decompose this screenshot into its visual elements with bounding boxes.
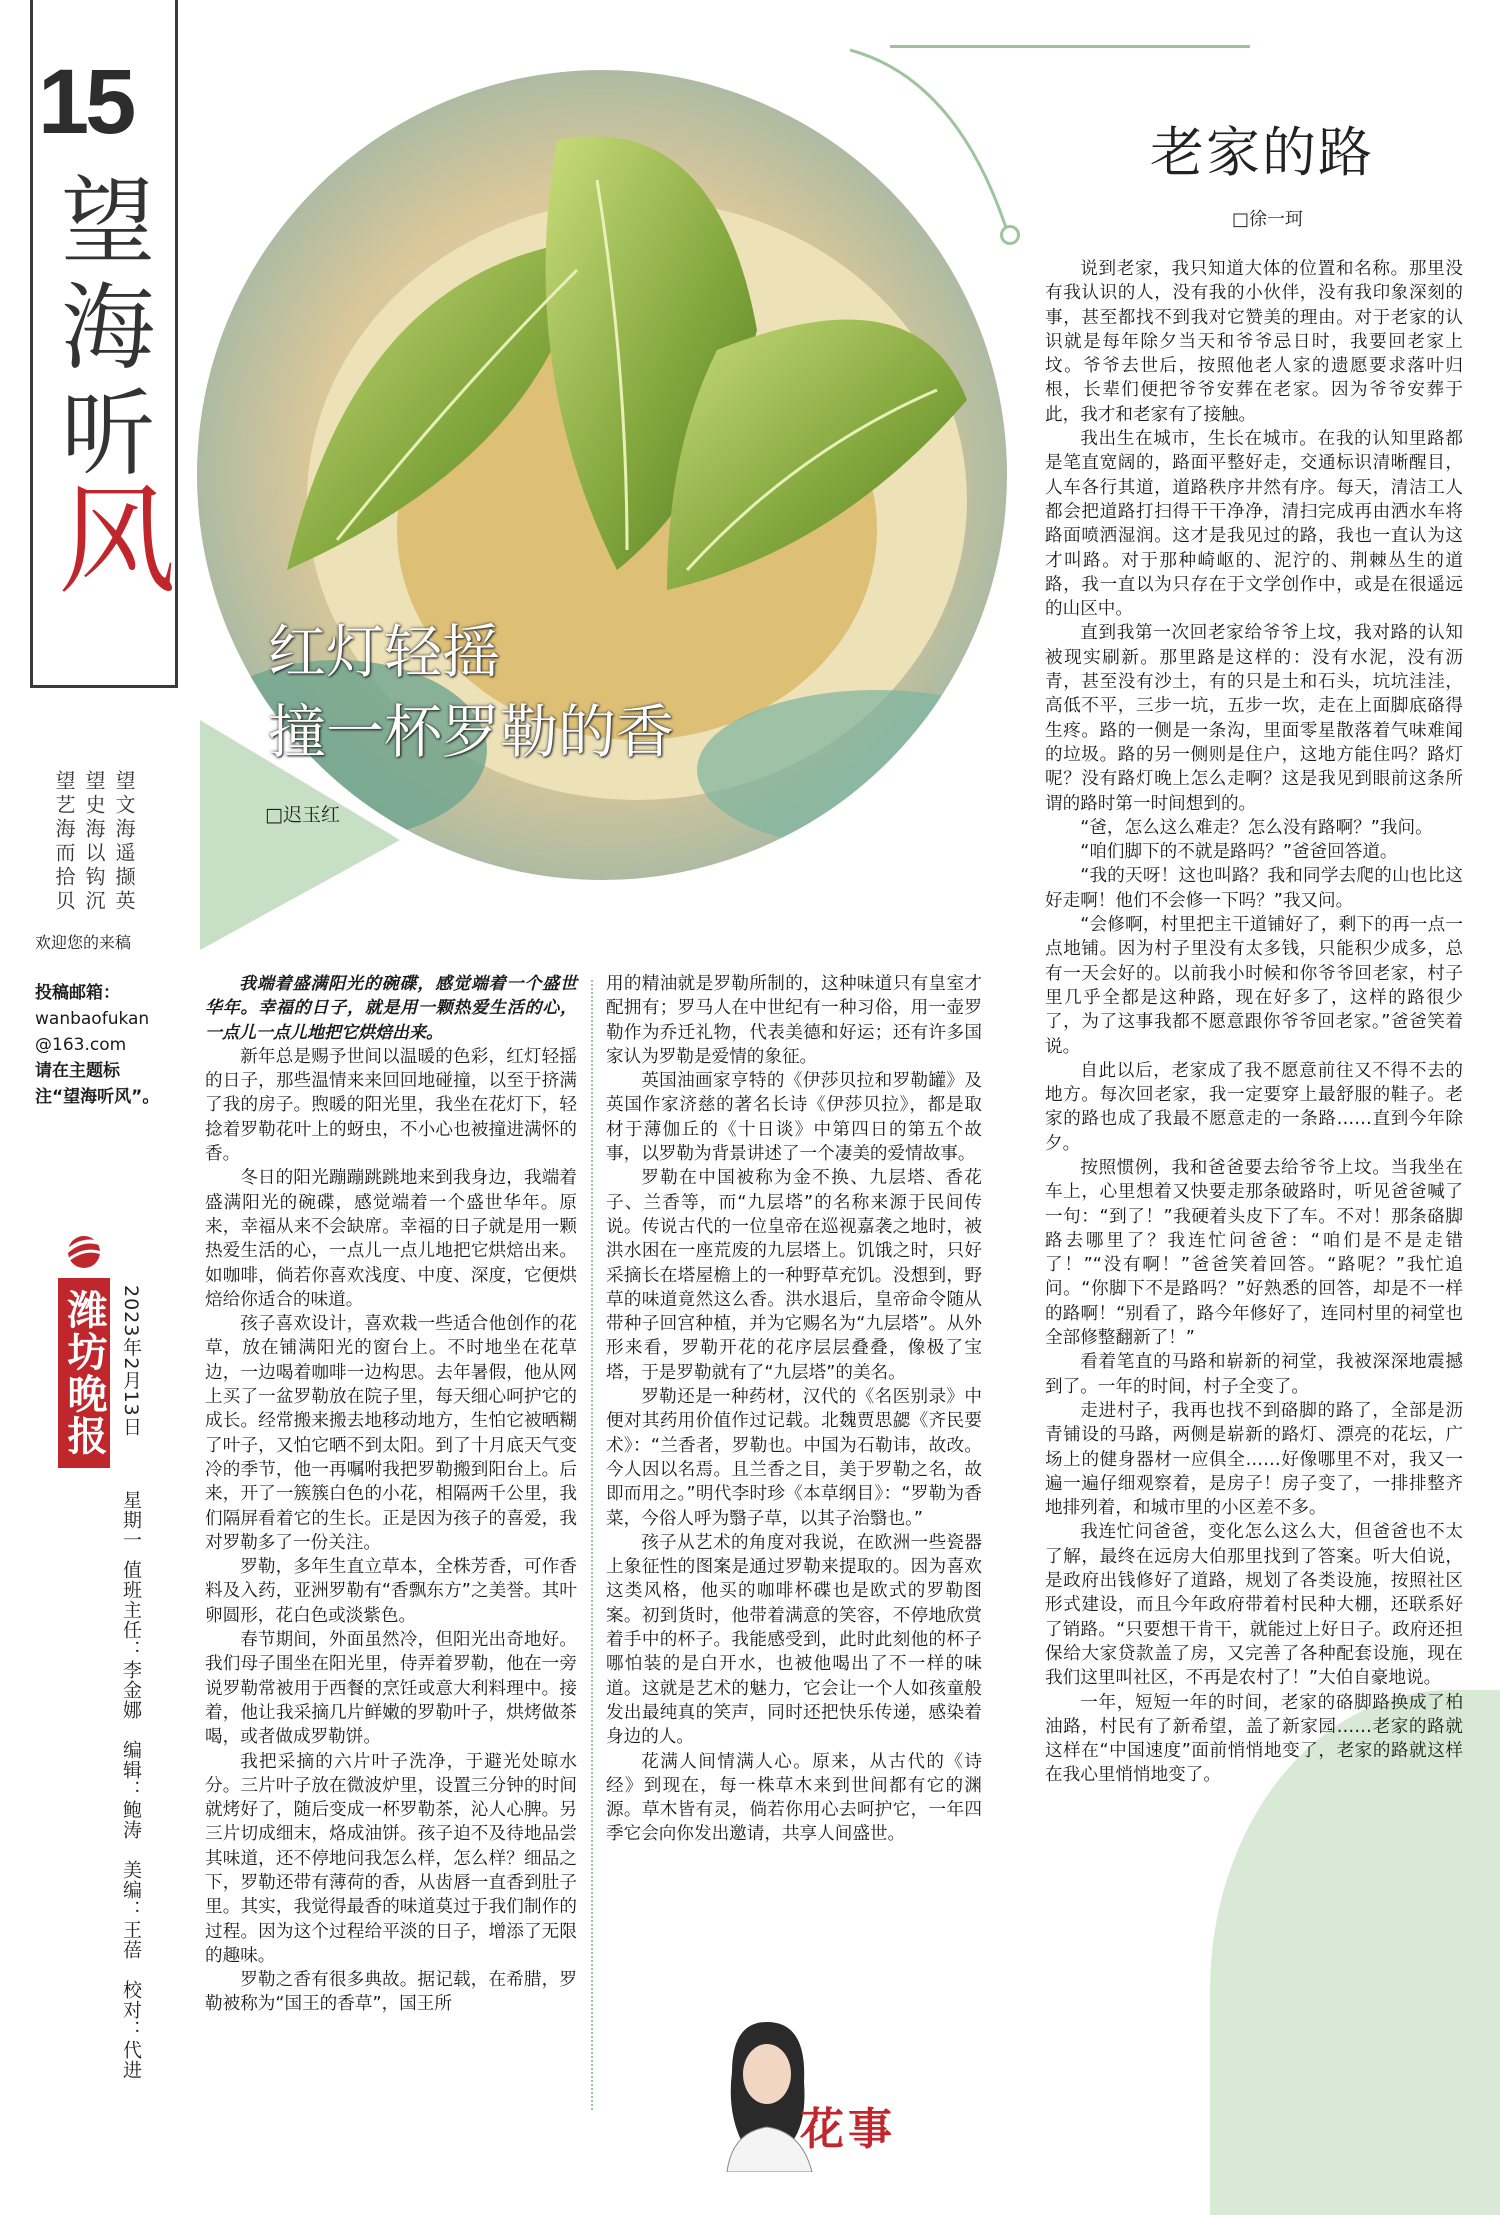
title-line: 红灯轻摇	[268, 618, 501, 686]
welcome-text: 欢迎您的来稿	[35, 933, 132, 952]
article-paragraph: 春节期间，外面虽然冷，但阳光出奇地好。我们母子围坐在阳光里，侍弄着罗勒，他在一旁说罗勒常被用于西餐的烹饪或意大利料理中。接着，他让我采摘几片鲜嫩的罗勒叶子，烘烤做茶喝，或者做成罗勒饼。	[205, 1630, 577, 1748]
article-paragraph: 我把采摘的六片叶子洗净，于避光处晾水分。三片叶子放在微波炉里，设置三分钟的时间就烤好了，随后变成一杯罗勒茶，沁人心脾。另三片切成细末，烙成油饼。孩子迫不及待地品尝其味道，还不停地问我怎么样，怎么样？细品之下，罗勒还带有薄荷的香，从齿唇一直香到肚子里。其实，我觉得最香的味道莫过于我们制作的过程。因为这个过程给平淡的日子，增添了无限的趣味。	[205, 1751, 577, 1966]
article-paragraph: 花满人间情满人心。原来，从古代的《诗经》到现在，每一株草木来到世间都有它的渊源。草木皆有灵，倘若你用心去呵护它，一年四季它会向你发出邀请，共享人间盛世。	[606, 1751, 982, 1845]
issue-weekday: 星期一	[120, 1490, 142, 1550]
article-paragraph: “咱们脚下的不就是路吗？”爸爸回答道。	[1080, 842, 1398, 863]
section-tag: 花事	[800, 2104, 896, 2155]
article-paragraph: 用的精油就是罗勒所制的，这种味道只有皇室才配拥有；罗马人在中世纪有一种习俗，用一壶罗勒作为乔迁礼物，代表美德和好运；还有许多国家认为罗勒是爱情的象征。	[606, 974, 982, 1067]
article-paragraph: “会修啊，村里把主干道铺好了，剩下的再一点一点地铺。因为村子里没有太多钱，只能积少成多，总有一天会好的。以前我小时候和你爷爷回老家，村子里几乎全都是这种路，现在好多了，这样的路很少了，为了这事我都不愿意跟你爷爷回老家。”爸爸笑着说。	[1045, 915, 1463, 1057]
article-paragraph: “我的天呀！这也叫路？我和同学去爬的山也比这好走啊！他们不会修一下吗？”我又问。	[1045, 866, 1463, 911]
column-title-char: 海	[60, 274, 155, 383]
article-paragraph: 英国油画家亨特的《伊莎贝拉和罗勒罐》及英国作家济慈的著名长诗《伊莎贝拉》，都是取材于薄伽丘的《十日谈》中第四日的第五个故事，以罗勒为背景讲述了一个凄美的爱情故事。	[606, 1071, 982, 1165]
column-title-accent: 风	[58, 472, 177, 610]
decorative-dot	[1000, 225, 1020, 245]
column-title-char: 听	[60, 380, 155, 489]
email-note: 请在主题标注“望海听风”。	[35, 1061, 160, 1107]
issue-date: 2023年2月13日	[120, 1285, 142, 1437]
newspaper-logo	[58, 1232, 118, 1468]
motto-line: 望艺海而拾贝	[52, 770, 76, 914]
article-paragraph: 一年，短短一年的时间，老家的硌脚路换成了柏油路，村民有了新希望，盖了新家园……老家的路就这样在“中国速度”面前悄悄地变了，老家的路就这样在我心里悄悄地变了。	[1045, 1692, 1463, 1786]
right-article-title: 老家的路	[1150, 121, 1374, 184]
right-article-column	[1045, 257, 1463, 1788]
article-paragraph: 我出生在城市，生长在城市。在我的认知里路都是笔直宽阔的，路面平整好走，交通标识清晰醒目，人车各行其道，道路秩序井然有序。每天，清洁工人都会把道路打扫得干干净净，清扫完成再由洒水车将路面喷洒湿润。这才是我见过的路，我也一直认为这才叫路。对于那种崎岖的、泥泞的、荆棘丛生的道路，我一直以为只存在于文学创作中，或是在很遥远的山区中。	[1045, 429, 1463, 620]
main-article-column-2	[606, 972, 982, 1847]
motto-line: 望史海以钩沉	[82, 770, 106, 914]
logo-text: 潍坊晚报	[58, 1278, 110, 1468]
article-paragraph: 直到我第一次回老家给爷爷上坟，我对路的认知被现实刷新。那里路是这样的：没有水泥，没有沥青，甚至没有沙土，有的只是土和石头，坑坑洼洼，高低不平，三步一坑，五步一坎，走在上面脚底硌得生疼。路的一侧是一条沟，里面零星散落着气味难闻的垃圾。路的另一侧则是住户，这地方能住吗？路灯呢？没有路灯晚上怎么走啊？这是我见到眼前这条所谓的路时第一时间想到的。	[1045, 623, 1463, 814]
article-paragraph: 我连忙问爸爸，变化怎么这么大，但爸爸也不太了解，最终在远房大伯那里找到了答案。听大伯说，是政府出钱修好了道路，规划了各类设施，按照社区形式建设，而且今年政府带着村民种大棚，还联系好了销路。“只要想干肯干，就能过上好日子。政府还担保给大家贷款盖了房，又完善了各种配套设施，现在我们这里叫社区，不再是农村了！”大伯自豪地说。	[1045, 1522, 1463, 1689]
main-article-title	[268, 612, 674, 772]
column-divider	[591, 980, 593, 2110]
main-article-column-1	[205, 972, 577, 2017]
submission-info	[35, 980, 165, 1110]
article-paragraph: 孩子从艺术的角度对我说，在欧洲一些瓷器上象征性的图案是通过罗勒来提取的。因为喜欢这类风格，他买的咖啡杯碟也是欧式的罗勒图案。初到货时，他带着满意的笑容，不停地欣赏着手中的杯子。我能感受到，此时此刻他的杯子哪怕装的是白开水，也被他喝出了不一样的味道。这就是艺术的魅力，它会让一个人如孩童般发出最纯真的笑声，同时还把快乐传递，感染着身边的人。	[606, 1532, 982, 1748]
article-paragraph: 新年总是赐予世间以温暖的色彩，红灯轻摇的日子，那些温情来来回回地碰撞，以至于挤满了我的房子。煦暖的阳光里，我坐在花灯下，轻捻着罗勒花叶上的蚜虫，不小心也被撞进满怀的香。	[205, 1046, 577, 1165]
column-title	[58, 168, 177, 610]
article-paragraph: 说到老家，我只知道大体的位置和名称。那里没有我认识的人，没有我的小伙伴，没有我印象深刻的事，甚至都找不到我对它赞美的理由。对于老家的认识就是每年除夕当天和爷爷忌日时，我要回老家上坟。爷爷去世后，按照他老人家的遗愿要求落叶归根，长辈们便把爷爷安葬在老家。因为爷爷安葬于此，我才和老家有了接触。	[1045, 259, 1463, 425]
motto-line: 望文海遥撷英	[112, 770, 136, 914]
article-paragraph: “爸，怎么这么难走？怎么没有路啊？”我问。	[1080, 817, 1433, 838]
logo-swoosh-icon	[58, 1232, 110, 1270]
article-paragraph: 罗勒，多年生直立草本，全株芳香，可作香料及入药，亚洲罗勒有“香飘东方”之美誉。其叶卵圆形，花白色或淡紫色。	[205, 1557, 577, 1626]
email-label: 投稿邮箱：	[35, 983, 120, 1003]
main-article-author: □迟玉红	[265, 804, 340, 826]
article-paragraph: 按照惯例，我和爸爸要去给爷爷上坟。当我坐在车上，心里想着又快要走那条破路时，听见爸爸喊了一句：“到了！”我硬着头皮下了车。不对！那条硌脚路去哪里了？我连忙问爸爸：“咱们是不是走错了！”“没有啊！”爸爸笑着回答。“路呢？”我忙追问。“你脚下不是路吗？”好熟悉的回答，却是不一样的路啊！“别看了，路今年修好了，连同村里的祠堂也全部修整翻新了！”	[1045, 1157, 1463, 1349]
article-paragraph: 孩子喜欢设计，喜欢栽一些适合他创作的花草，放在铺满阳光的窗台上。不时地坐在花草边，一边喝着咖啡一边构思。去年暑假，他从网上买了一盆罗勒放在院子里，每天细心呵护它的成长。经常搬来搬去地移动地方，生怕它被晒糊了叶子，又怕它晒不到太阳。到了十月底天气变冷的季节，他一再嘱咐我把罗勒搬到阳台上。后来，开了一簇簇白色的小花，相隔两千公里，我们隔屏看着它的生长。正是因为孩子的喜爱，我对罗勒多了一份关注。	[205, 1314, 577, 1553]
article-paragraph: 自此以后，老家成了我不愿意前往又不得不去的地方。每次回老家，我一定要穿上最舒服的鞋子。老家的路也成了我最不愿意走的一条路……直到今年除夕。	[1045, 1060, 1463, 1154]
article-paragraph: 罗勒之香有很多典故。据记载，在希腊，罗勒被称为“国王的香草”，国王所	[205, 1970, 577, 2015]
article-paragraph: 看着笔直的马路和崭新的祠堂，我被深深地震撼到了。一年的时间，村子全变了。	[1045, 1352, 1463, 1397]
article-paragraph: 罗勒还是一种药材，汉代的《名医别录》中便对其药用价值作过记载。北魏贾思勰《齐民要术》：“兰香者，罗勒也。中国为石勒讳，故改。今人因以名焉。且兰香之目，美于罗勒之名，故即而用之。”明代李时珍《本草纲目》：“罗勒为香菜，今俗人呼为翳子草，以其子治翳也。”	[606, 1387, 982, 1529]
email-user[interactable]: wanbaofukan	[35, 1009, 150, 1029]
page-number: 15	[38, 51, 133, 153]
article-paragraph: 冬日的阳光蹦蹦跳跳地来到我身边，我端着盛满阳光的碗碟，感觉端着一个盛世华年。原来，幸福从来不会缺席。幸福的日子就是用一颗热爱生活的心，一点儿一点儿地把它烘焙出来。如咖啡，倘若你喜欢浅度、中度、深度，它便烘焙给你适合的味道。	[205, 1168, 577, 1310]
email-domain[interactable]: @163.com	[35, 1035, 127, 1055]
article-paragraph: 走进村子，我再也找不到硌脚的路了，全部是沥青铺设的马路，两侧是崭新的路灯、漂亮的花坛，广场上的健身器材一应俱全……好像哪里不对，我又一遍一遍仔细观察着，是房子！房子变了，一排排整齐地排列着，和城市里的小区差不多。	[1045, 1400, 1463, 1519]
staff-credits: 值班主任：李金娜 编辑：鲍涛 美编：王蓓 校对：代进	[120, 1560, 142, 2080]
column-title-char: 望	[60, 168, 155, 277]
title-line: 撞一杯罗勒的香	[268, 698, 675, 766]
article-lead: 我端着盛满阳光的碗碟，感觉端着一个盛世华年。幸福的日子，就是用一颗热爱生活的心，一点儿一点儿地把它烘焙出来。	[205, 974, 577, 1043]
article-paragraph: 罗勒在中国被称为金不换、九层塔、香花子、兰香等，而“九层塔”的名称来源于民间传说。传说古代的一位皇帝在巡视嘉袭之地时，被洪水困在一座荒废的九层塔上。饥饿之时，只好采摘长在塔屋檐上的一种野草充饥。没想到，野草的味道竟然这么香。洪水退后，皇帝命令随从带种子回宫种植，并为它赐名为“九层塔”。从外形来看，罗勒开花的花序层层叠叠，像极了宝塔，于是罗勒就有了“九层塔”的美名。	[606, 1168, 982, 1383]
right-article-author: □徐一珂	[1232, 209, 1304, 230]
